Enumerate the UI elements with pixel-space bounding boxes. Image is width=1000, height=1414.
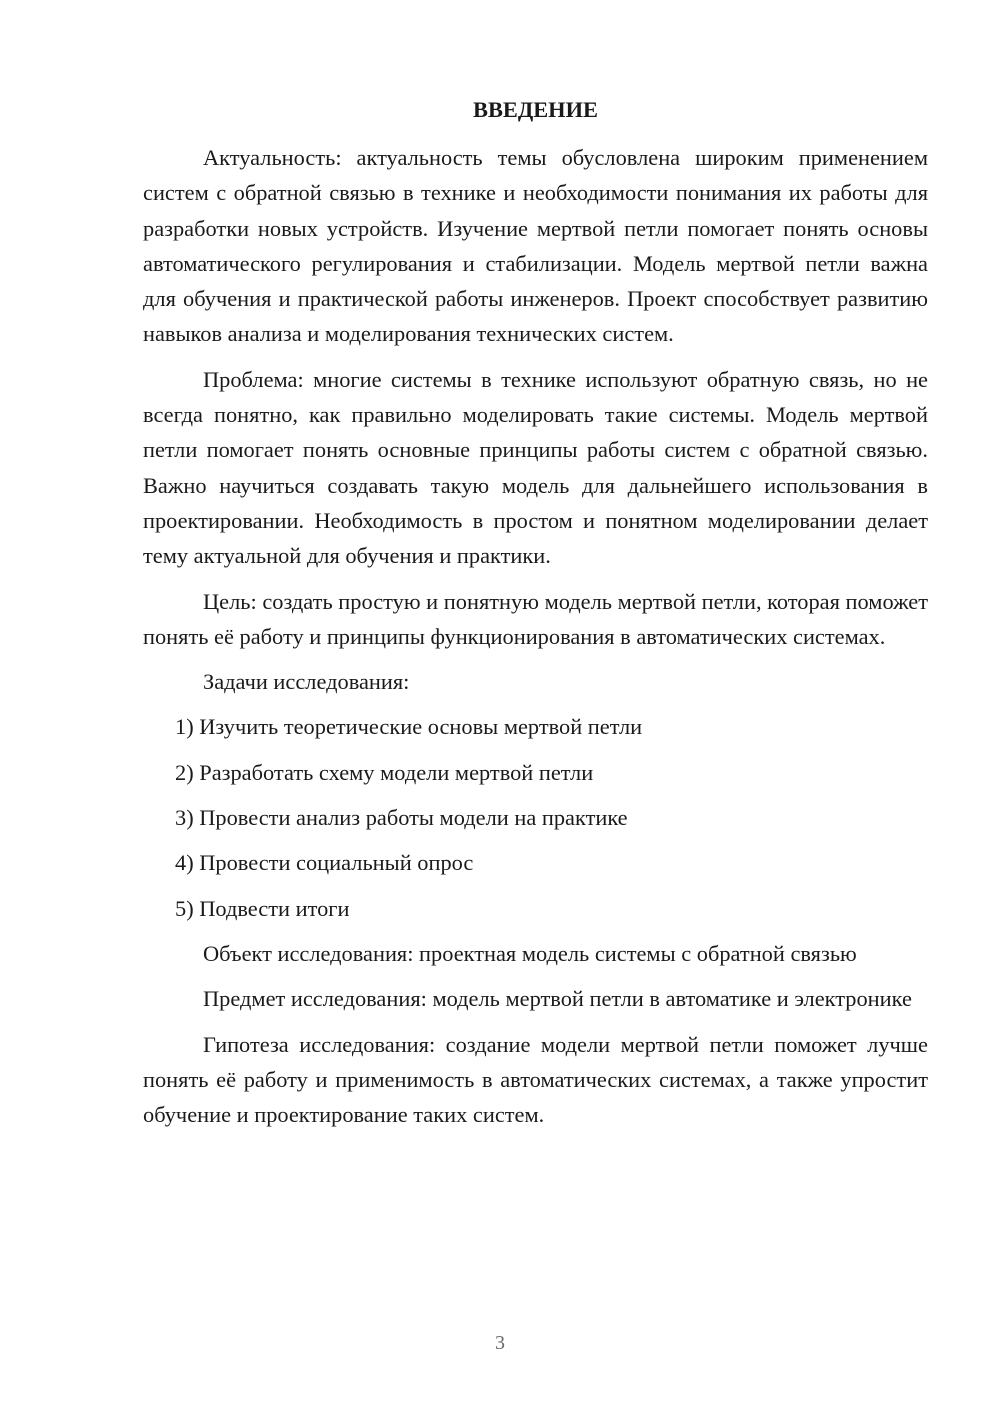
page-title: ВВЕДЕНИЕ [473, 97, 598, 122]
list-item: 5) Подвести итоги [175, 895, 350, 921]
list-item: 3) Провести анализ работы модели на практике [175, 805, 628, 831]
list-item: 2) Разработать схему модели мертвой петли [175, 759, 594, 785]
list-item: 1) Изучить теоретические основы мертвой петли [175, 714, 643, 740]
document-page [143, 92, 928, 1142]
paragraph-problem: Проблема: многие системы в технике используют обратную связь, но не всегда понятно, как правильно моделировать такие системы. Модель мертвой петли помогает понять основные принципы работы систем с обратной связью. Важно научиться создавать такую модель для дальнейшего использования в проектировании. Необходимость в простом и понятном моделировании делает тему актуальной для обучения и практики. [143, 366, 928, 569]
paragraph-relevance: Актуальность: актуальность темы обусловлена широким применением систем с обратной связью в технике и необходимости понимания их работы для разработки новых устройств. Изучение мертвой петли помогает понять основы автоматического регулирования и стабилизации. Модель мертвой петли важна для обучения и практической работы инженеров. Проект способствует развитию навыков анализа и моделирования технических систем. [143, 145, 928, 347]
paragraph-hypothesis: Гипотеза исследования: создание модели мертвой петли поможет лучше понять её работу и применимость в автоматических системах, а также упростит обучение и проектирование таких систем. [143, 1031, 928, 1128]
paragraph-object: Объект исследования: проектная модель системы с обратной связью [203, 940, 857, 966]
paragraph-goal: Цель: создать простую и понятную модель мертвой петли, которая поможет понять её работу и принципы функционирования в автоматических системах. [143, 588, 928, 649]
list-item: 4) Провести социальный опрос [175, 850, 474, 876]
tasks-list [143, 709, 928, 925]
tasks-heading: Задачи исследования: [203, 669, 410, 695]
paragraph-subject: Предмет исследования: модель мертвой петли в автоматике и электронике [203, 986, 912, 1012]
page-number: 3 [495, 1332, 505, 1354]
